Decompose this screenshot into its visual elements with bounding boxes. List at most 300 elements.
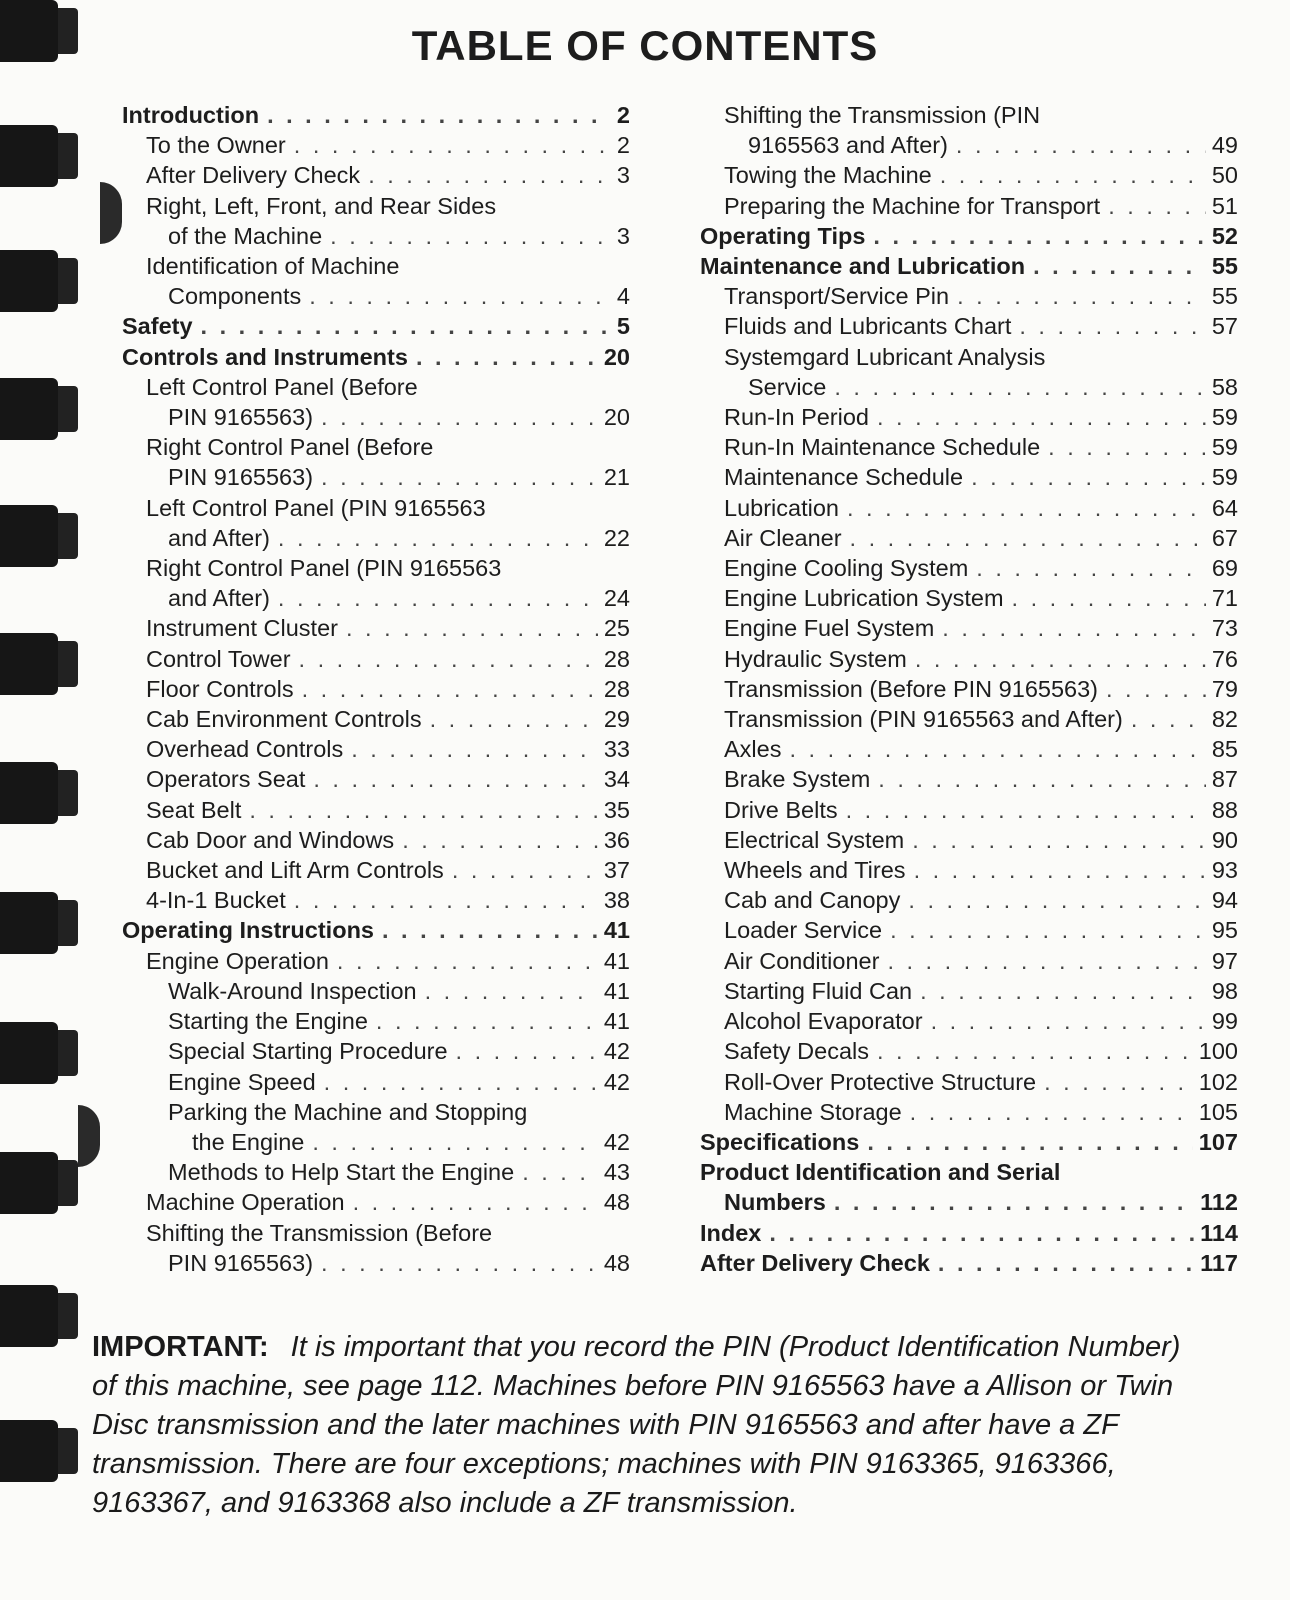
toc-entry xyxy=(700,191,1238,221)
toc-entry-label: PIN 9165563) xyxy=(168,464,314,491)
toc-entry-label: Engine Fuel System xyxy=(724,615,935,642)
toc-page-number: 21 xyxy=(603,464,630,491)
toc-entry xyxy=(110,946,630,976)
toc-entry xyxy=(110,583,630,613)
toc-page-number: 102 xyxy=(1198,1068,1238,1095)
toc-page-number: 99 xyxy=(1211,1008,1238,1035)
toc-page-number: 64 xyxy=(1211,494,1238,521)
toc-page-number: 59 xyxy=(1211,464,1238,491)
dot-leader xyxy=(321,462,598,492)
toc-entry xyxy=(110,342,630,372)
toc-entry-label: PIN 9165563) xyxy=(168,1249,314,1276)
dot-leader xyxy=(908,885,1205,915)
dot-leader xyxy=(430,704,598,734)
toc-page-number: 28 xyxy=(603,675,630,702)
dot-leader xyxy=(294,885,598,915)
toc-entry xyxy=(110,372,630,402)
dot-leader xyxy=(278,583,598,613)
toc-entry-label: 9165563 and After) xyxy=(748,132,948,159)
toc-entry-label: Cab and Canopy xyxy=(724,887,901,914)
toc-entry xyxy=(110,734,630,764)
toc-entry-label: Seat Belt xyxy=(146,796,242,823)
toc-entry-label: Systemgard Lubricant Analysis xyxy=(724,343,1046,370)
important-label: IMPORTANT: xyxy=(92,1331,269,1363)
toc-entry-label: Hydraulic System xyxy=(724,645,907,672)
toc-entry xyxy=(700,462,1238,492)
toc-entry xyxy=(700,1067,1238,1097)
toc-page-number: 41 xyxy=(603,1008,630,1035)
toc-entry-label: Maintenance Schedule xyxy=(724,464,964,491)
dot-leader xyxy=(376,1006,598,1036)
toc-entry xyxy=(110,704,630,734)
toc-entry-label: Wheels and Tires xyxy=(724,857,906,884)
toc-entry xyxy=(110,764,630,794)
toc-entry-label: Axles xyxy=(724,736,782,763)
toc-page-number: 94 xyxy=(1211,887,1238,914)
toc-page-number: 55 xyxy=(1211,283,1238,310)
dot-leader xyxy=(321,402,598,432)
toc-entry-label: PIN 9165563) xyxy=(168,404,314,431)
toc-entry-label: Cab Environment Controls xyxy=(146,706,422,733)
toc-page-number: 24 xyxy=(603,585,630,612)
toc-entry-label: Bucket and Lift Arm Controls xyxy=(146,857,444,884)
toc-entry xyxy=(700,915,1238,945)
dot-leader xyxy=(294,130,611,160)
toc-page-number: 42 xyxy=(603,1128,630,1155)
toc-entry xyxy=(700,1218,1238,1248)
dot-leader xyxy=(956,130,1206,160)
toc-entry xyxy=(700,432,1238,462)
toc-entry xyxy=(700,100,1238,130)
spiral-binding xyxy=(0,0,90,1600)
dot-leader xyxy=(456,1036,598,1066)
toc-entry-label: Instrument Cluster xyxy=(146,615,338,642)
toc-page-number: 3 xyxy=(616,162,630,189)
dot-leader xyxy=(346,613,598,643)
dot-leader xyxy=(1019,311,1205,341)
dot-leader xyxy=(931,1006,1206,1036)
dot-leader xyxy=(425,976,598,1006)
toc-entry xyxy=(110,553,630,583)
toc-entry-label: Engine Lubrication System xyxy=(724,585,1004,612)
toc-entry-label: Operating Instructions xyxy=(122,917,374,944)
toc-entry xyxy=(700,130,1238,160)
dot-leader xyxy=(910,1097,1193,1127)
toc-entry xyxy=(110,915,630,945)
toc-entry xyxy=(110,432,630,462)
toc-entry-label: To the Owner xyxy=(146,132,286,159)
toc-entry xyxy=(700,493,1238,523)
toc-entry xyxy=(700,553,1238,583)
binding-coil xyxy=(0,762,58,824)
dot-leader xyxy=(938,1248,1194,1278)
toc-page-number: 48 xyxy=(603,1249,630,1276)
toc-page-number: 98 xyxy=(1211,977,1238,1004)
toc-entry xyxy=(700,372,1238,402)
toc-entry-label: Walk-Around Inspection xyxy=(168,977,417,1004)
toc-entry-label: Components xyxy=(168,283,302,310)
punch-hole xyxy=(78,1105,100,1167)
toc-entry xyxy=(110,1187,630,1217)
toc-entry xyxy=(700,523,1238,553)
toc-entry xyxy=(110,1248,630,1278)
toc-entry-label: Electrical System xyxy=(724,826,905,853)
toc-page-number: 71 xyxy=(1211,585,1238,612)
binding-coil xyxy=(0,1152,58,1214)
toc-entry-label: Run-In Maintenance Schedule xyxy=(724,434,1041,461)
toc-entry xyxy=(700,1097,1238,1127)
toc-entry xyxy=(110,613,630,643)
toc-entry xyxy=(110,1036,630,1066)
toc-entry xyxy=(700,1127,1238,1157)
dot-leader xyxy=(353,1187,598,1217)
important-note xyxy=(92,1328,1212,1523)
toc-entry xyxy=(700,1036,1238,1066)
toc-page-number: 36 xyxy=(603,826,630,853)
toc-entry-label: Special Starting Procedure xyxy=(168,1038,448,1065)
toc-entry xyxy=(700,281,1238,311)
toc-page-number: 48 xyxy=(603,1189,630,1216)
dot-leader xyxy=(877,1036,1193,1066)
toc-page-number: 82 xyxy=(1211,706,1238,733)
toc-page-number: 41 xyxy=(603,917,630,944)
toc-page-number: 52 xyxy=(1211,222,1238,249)
toc-entry-label: Transmission (PIN 9165563 and After) xyxy=(724,706,1123,733)
toc-entry-label: Alcohol Evaporator xyxy=(724,1008,923,1035)
dot-leader xyxy=(330,221,611,251)
toc-page-number: 100 xyxy=(1198,1038,1238,1065)
toc-entry xyxy=(700,795,1238,825)
toc-page-number: 38 xyxy=(603,887,630,914)
toc-page-number: 20 xyxy=(603,404,630,431)
toc-page-number: 90 xyxy=(1211,826,1238,853)
dot-leader xyxy=(920,976,1206,1006)
toc-entry xyxy=(700,644,1238,674)
toc-entry-label: Floor Controls xyxy=(146,675,294,702)
dot-leader xyxy=(416,342,598,372)
toc-entry-label: Right, Left, Front, and Rear Sides xyxy=(146,192,497,219)
dot-leader xyxy=(957,281,1206,311)
toc-page-number: 35 xyxy=(603,796,630,823)
toc-entry xyxy=(110,1157,630,1187)
toc-entry-label: Shifting the Transmission (PIN xyxy=(724,102,1041,128)
toc-page-number: 87 xyxy=(1211,766,1238,793)
dot-leader xyxy=(452,855,598,885)
binding-coil xyxy=(0,250,58,312)
toc-page-number: 95 xyxy=(1211,917,1238,944)
toc-page-number: 3 xyxy=(616,222,630,249)
toc-entry-label: and After) xyxy=(168,585,270,612)
dot-leader xyxy=(321,1248,598,1278)
binding-coil xyxy=(0,1022,58,1084)
dot-leader xyxy=(914,855,1206,885)
toc-entry xyxy=(700,402,1238,432)
toc-page-number: 112 xyxy=(1200,1189,1238,1216)
toc-entry-label: Left Control Panel (Before xyxy=(146,373,418,400)
toc-entry-label: Fluids and Lubricants Chart xyxy=(724,313,1012,340)
binding-coil xyxy=(0,633,58,695)
dot-leader xyxy=(878,764,1206,794)
toc-page-number: 37 xyxy=(603,857,630,884)
toc-page-number: 42 xyxy=(603,1068,630,1095)
toc-entry-label: Safety Decals xyxy=(724,1038,869,1065)
binding-coil xyxy=(0,378,58,440)
toc-entry xyxy=(110,281,630,311)
toc-page-number: 79 xyxy=(1211,675,1238,702)
toc-entry xyxy=(700,1187,1238,1217)
toc-entry xyxy=(700,855,1238,885)
toc-entry-label: Parking the Machine and Stopping xyxy=(168,1098,528,1125)
toc-entry-label: Machine Storage xyxy=(724,1098,902,1125)
toc-entry xyxy=(700,613,1238,643)
toc-entry-label: Starting Fluid Can xyxy=(724,977,913,1004)
dot-leader xyxy=(1048,432,1206,462)
toc-entry-label: Product Identification and Serial xyxy=(700,1159,1061,1186)
toc-entry-label: Service xyxy=(748,373,827,400)
dot-leader xyxy=(873,221,1205,251)
dot-leader xyxy=(915,644,1206,674)
toc-entry-label: Index xyxy=(700,1219,762,1246)
dot-leader xyxy=(867,1127,1192,1157)
toc-entry xyxy=(110,462,630,492)
dot-leader xyxy=(351,734,598,764)
toc-entry xyxy=(700,160,1238,190)
toc-entry-label: Towing the Machine xyxy=(724,162,932,189)
binding-coil xyxy=(0,892,58,954)
dot-leader xyxy=(368,160,611,190)
toc-page-number: 57 xyxy=(1211,313,1238,340)
dot-leader xyxy=(1044,1067,1193,1097)
toc-page-number: 22 xyxy=(603,524,630,551)
toc-page-number: 117 xyxy=(1200,1249,1238,1276)
toc-page-number: 28 xyxy=(603,645,630,672)
toc-entry-label: Introduction xyxy=(122,102,260,128)
dot-leader xyxy=(299,644,598,674)
toc-entry xyxy=(700,885,1238,915)
toc-page-number: 59 xyxy=(1211,404,1238,431)
toc-entry-label: Preparing the Machine for Transport xyxy=(724,192,1101,219)
toc-entry xyxy=(110,311,630,341)
dot-leader xyxy=(249,795,597,825)
dot-leader xyxy=(912,825,1206,855)
dot-leader xyxy=(887,946,1205,976)
dot-leader xyxy=(1131,704,1206,734)
toc-entry xyxy=(110,674,630,704)
dot-leader xyxy=(267,100,611,130)
toc-entry-label: Machine Operation xyxy=(146,1189,345,1216)
dot-leader xyxy=(402,825,598,855)
dot-leader xyxy=(769,1218,1194,1248)
toc-entry-label: Engine Operation xyxy=(146,947,329,974)
toc-page-number: 2 xyxy=(616,102,630,128)
dot-leader xyxy=(877,402,1206,432)
toc-entry xyxy=(700,764,1238,794)
dot-leader xyxy=(834,1187,1194,1217)
toc-entry xyxy=(110,885,630,915)
dot-leader xyxy=(201,311,611,341)
dot-leader xyxy=(834,372,1205,402)
dot-leader xyxy=(1012,583,1206,613)
toc-entry-label: Right Control Panel (PIN 9165563 xyxy=(146,555,502,582)
toc-page-number: 97 xyxy=(1211,947,1238,974)
binding-coil xyxy=(0,1285,58,1347)
toc-entry-label: 4-In-1 Bucket xyxy=(146,887,286,914)
toc-entry xyxy=(700,704,1238,734)
toc-entry-label: Cab Door and Windows xyxy=(146,826,395,853)
toc-page-number: 29 xyxy=(603,706,630,733)
toc-entry-label: Transmission (Before PIN 9165563) xyxy=(724,675,1098,702)
toc-page-number: 49 xyxy=(1211,132,1238,159)
toc-entry xyxy=(700,251,1238,281)
toc-entry-label: Engine Speed xyxy=(168,1068,316,1095)
toc-entry xyxy=(700,734,1238,764)
toc-page-number: 69 xyxy=(1211,555,1238,582)
toc-entry xyxy=(110,402,630,432)
toc-entry xyxy=(110,1067,630,1097)
toc-entry-label: the Engine xyxy=(192,1128,305,1155)
dot-leader xyxy=(847,493,1206,523)
toc-page-number: 43 xyxy=(603,1159,630,1186)
toc-page-number: 107 xyxy=(1198,1128,1238,1155)
toc-entry-label: Lubrication xyxy=(724,494,839,521)
toc-page-number: 67 xyxy=(1211,524,1238,551)
dot-leader xyxy=(890,915,1206,945)
toc-entry xyxy=(110,644,630,674)
toc-entry-label: Air Cleaner xyxy=(724,524,842,551)
toc-entry-label: Engine Cooling System xyxy=(724,555,969,582)
toc-entry-label: Roll-Over Protective Structure xyxy=(724,1068,1037,1095)
dot-leader xyxy=(976,553,1206,583)
toc-entry xyxy=(110,1218,630,1248)
toc-page-number: 59 xyxy=(1211,434,1238,461)
toc-entry xyxy=(110,1127,630,1157)
toc-entry-label: Overhead Controls xyxy=(146,736,344,763)
toc-entry-label: Specifications xyxy=(700,1128,860,1155)
toc-page-number: 51 xyxy=(1211,192,1238,219)
toc-entry xyxy=(700,583,1238,613)
toc-entry xyxy=(700,1006,1238,1036)
toc-page-number: 58 xyxy=(1211,373,1238,400)
toc-entry xyxy=(110,251,630,281)
toc-entry xyxy=(700,674,1238,704)
toc-entry-label: Identification of Machine xyxy=(146,253,400,280)
toc-page-number: 114 xyxy=(1200,1219,1238,1246)
dot-leader xyxy=(940,160,1206,190)
toc-entry xyxy=(110,100,630,130)
dot-leader xyxy=(1033,251,1206,281)
toc-entry-label: Safety xyxy=(122,313,193,340)
toc-entry xyxy=(700,342,1238,372)
toc-page-number: 20 xyxy=(603,343,630,370)
dot-leader xyxy=(324,1067,598,1097)
toc-entry xyxy=(110,523,630,553)
binding-coil xyxy=(0,505,58,567)
toc-entry xyxy=(110,855,630,885)
toc-entry-label: Air Conditioner xyxy=(724,947,880,974)
dot-leader xyxy=(313,764,598,794)
dot-leader xyxy=(971,462,1206,492)
dot-leader xyxy=(312,1127,597,1157)
toc-entry xyxy=(110,493,630,523)
dot-leader xyxy=(789,734,1205,764)
toc-page-number: 4 xyxy=(616,283,630,310)
toc-page-number: 55 xyxy=(1211,253,1238,280)
toc-entry-label: Left Control Panel (PIN 9165563 xyxy=(146,494,486,521)
toc-page-number: 88 xyxy=(1211,796,1238,823)
toc-entry xyxy=(110,1097,630,1127)
toc-page-number: 41 xyxy=(603,977,630,1004)
toc-page-number: 76 xyxy=(1211,645,1238,672)
dot-leader xyxy=(1108,191,1206,221)
toc-entry-label: Brake System xyxy=(724,766,871,793)
dot-leader xyxy=(302,674,598,704)
toc-entry-label: After Delivery Check xyxy=(700,1249,930,1276)
dot-leader xyxy=(522,1157,598,1187)
page-title: TABLE OF CONTENTS xyxy=(411,22,879,69)
toc-left-column xyxy=(110,100,630,1278)
toc-entry xyxy=(110,1006,630,1036)
dot-leader xyxy=(846,795,1206,825)
toc-entry-label: Operating Tips xyxy=(700,222,866,249)
toc-page-number: 5 xyxy=(616,313,630,340)
binding-coil xyxy=(0,1420,58,1482)
toc-page-number: 42 xyxy=(603,1038,630,1065)
dot-leader xyxy=(942,613,1206,643)
toc-page-number: 73 xyxy=(1211,615,1238,642)
toc-entry xyxy=(700,311,1238,341)
toc-entry xyxy=(700,946,1238,976)
toc-entry xyxy=(700,1248,1238,1278)
toc-entry-label: Drive Belts xyxy=(724,796,838,823)
toc-entry xyxy=(110,976,630,1006)
toc-entry-label: Loader Service xyxy=(724,917,883,944)
toc-entry-label: Controls and Instruments xyxy=(122,343,408,370)
toc-entry-label: Numbers xyxy=(724,1189,826,1216)
toc-entry-label: Control Tower xyxy=(146,645,291,672)
toc-entry-label: Run-In Period xyxy=(724,404,869,431)
toc-page-number: 105 xyxy=(1198,1098,1238,1125)
toc-page-number: 41 xyxy=(603,947,630,974)
toc-entry-label: After Delivery Check xyxy=(146,162,361,189)
toc-entry xyxy=(700,1157,1238,1187)
dot-leader xyxy=(309,281,611,311)
toc-entry-label: Transport/Service Pin xyxy=(724,283,950,310)
toc-entry-label: of the Machine xyxy=(168,222,323,249)
toc-page-number: 2 xyxy=(616,132,630,159)
dot-leader xyxy=(1106,674,1206,704)
toc-entry xyxy=(110,795,630,825)
toc-entry-label: Starting the Engine xyxy=(168,1008,368,1035)
toc-entry xyxy=(700,221,1238,251)
toc-entry-label: Operators Seat xyxy=(146,766,306,793)
toc-entry xyxy=(110,160,630,190)
toc-entry xyxy=(110,130,630,160)
dot-leader xyxy=(337,946,598,976)
toc-page-number: 93 xyxy=(1211,857,1238,884)
toc-page-number: 33 xyxy=(603,736,630,763)
dot-leader xyxy=(382,915,598,945)
dot-leader xyxy=(850,523,1206,553)
toc-entry xyxy=(110,221,630,251)
toc-entry-label: Maintenance and Lubrication xyxy=(700,253,1026,280)
dot-leader xyxy=(278,523,598,553)
toc-entry xyxy=(110,191,630,221)
toc-entry xyxy=(700,825,1238,855)
toc-entry-label: Methods to Help Start the Engine xyxy=(168,1159,515,1186)
toc-page-number: 50 xyxy=(1211,162,1238,189)
toc-entry xyxy=(700,976,1238,1006)
important-text: It is important that you record the PIN (Product Identification Number) of this machine, see page 112. Machines before PIN 9165563 have a Allison or Twin Disc transmission and the later machines with PIN 9165563 and after have a ZF transmission. There are four exceptions; machines with PIN 9163365, 9163366, 9163367, and 9163368 also include a ZF transmission. xyxy=(92,1331,1181,1519)
